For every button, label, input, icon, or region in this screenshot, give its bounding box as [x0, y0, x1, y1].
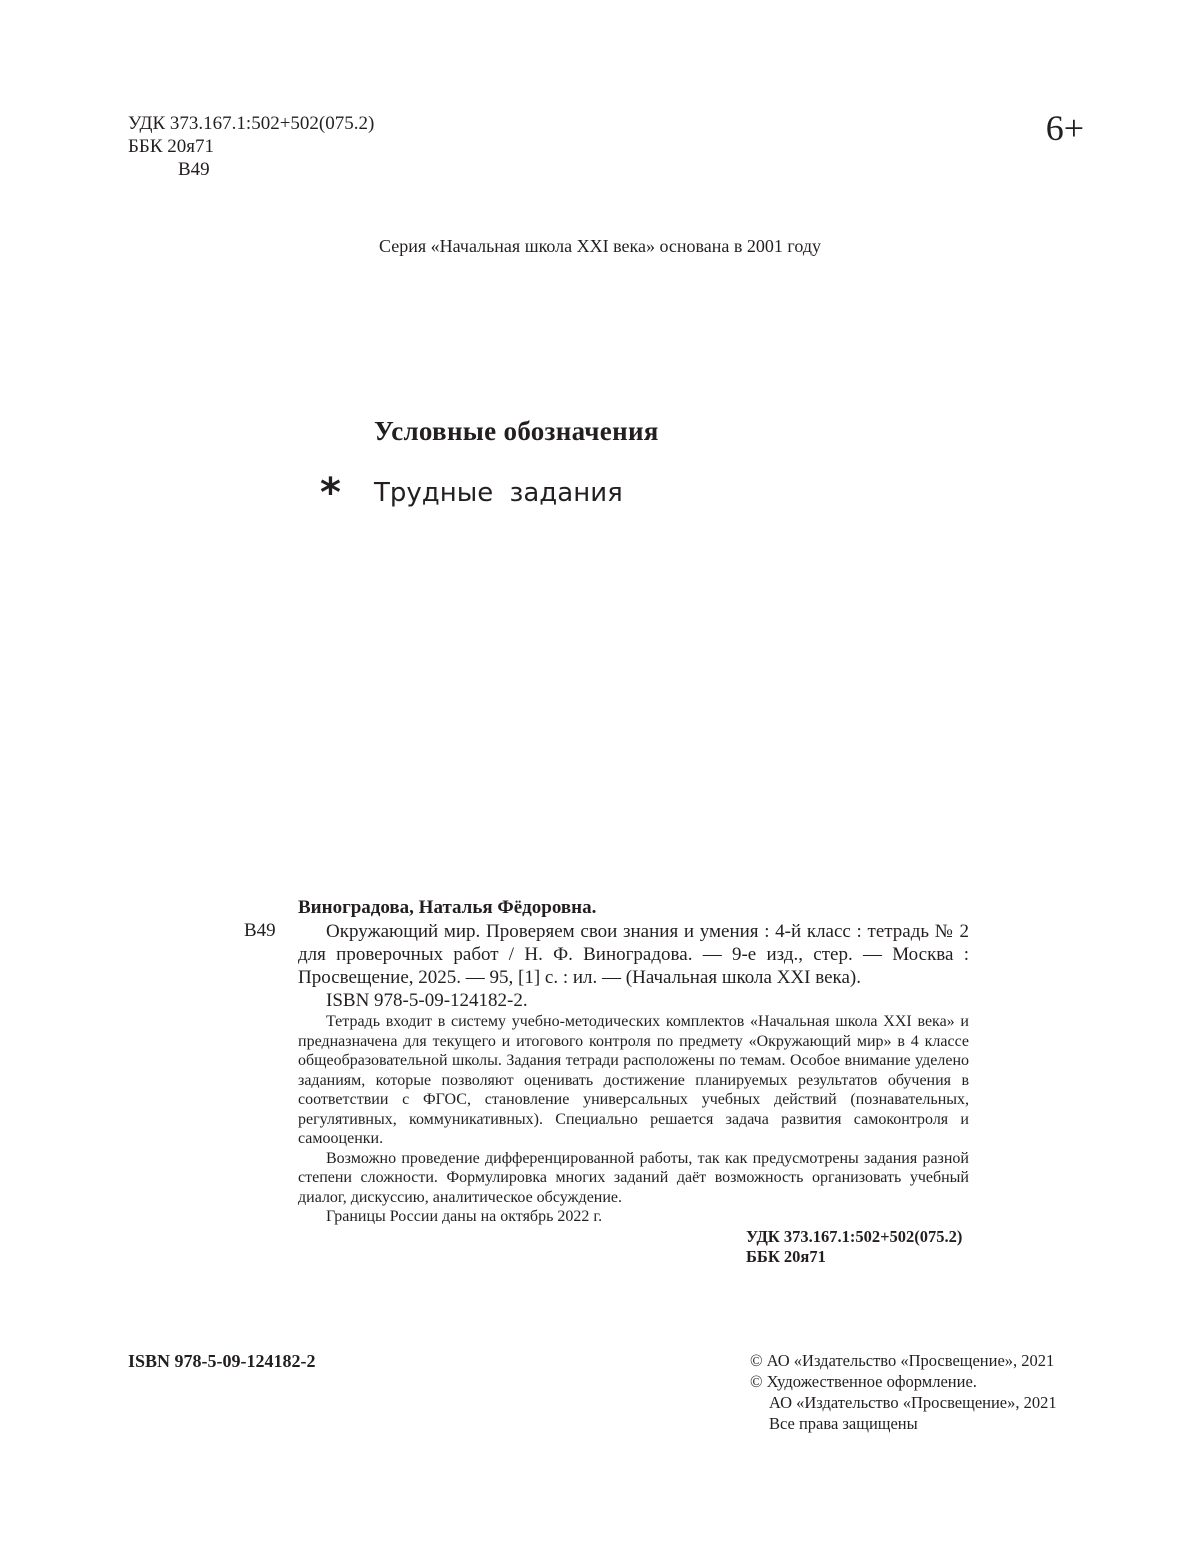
- bibliographic-record: [298, 896, 969, 1267]
- asterisk-icon: *: [320, 470, 341, 516]
- copyright-line: АО «Издательство «Просвещение», 2021: [769, 1393, 1057, 1412]
- author-sign-code: В49: [178, 159, 210, 180]
- annotation-paragraph: Возможно проведение дифференцированной работы, так как предусмотрены задания разной степени сложности. Формулировка многих заданий даёт возможность организовать учебный диалог, дискуссию, аналитическое обсуждение.: [298, 1149, 969, 1206]
- book-description: Окружающий мир. Проверяем свои знания и умения : 4-й класс : тетрадь № 2 для проверочных работ / Н. Ф. Виноградова. — 9-е изд., стер. — Москва : Просвещение, 2025. — 95, [1] с. : ил. — (Начальная школа XXI века).: [298, 921, 969, 988]
- annotation-paragraph: Тетрадь входит в систему учебно-методических комплектов «Начальная школа XXI века» и предназначена для текущего и итогового контроля по предмету «Окружающий мир» в 4 классе общеобразовательной школы. Задания тетради расположены по темам. Особое внимание уделено заданиям, которые позволяют оценивать достижение планируемых результатов обучения в соответствии с ФГОС, становление универсальных учебных действий (познавательных, регулятивных, коммуникативных). Специально решается задача развития самоконтроля и самооценки.: [298, 1013, 969, 1147]
- age-rating: 6+: [1045, 108, 1084, 148]
- udk-code: УДК 373.167.1:502+502(075.2): [128, 113, 375, 134]
- copyright-line: © Художественное оформление.: [750, 1372, 977, 1391]
- rights-reserved: Все права защищены: [769, 1414, 918, 1433]
- bbk-code: ББК 20я71: [128, 136, 214, 157]
- classification-codes-header: [128, 112, 374, 181]
- copyright-line: © АО «Издательство «Просвещение», 2021: [750, 1351, 1055, 1370]
- copyright-block: [750, 1350, 1057, 1434]
- record-classification: [746, 1227, 969, 1267]
- bibliographic-index: В49: [244, 920, 276, 941]
- record-udk: УДК 373.167.1:502+502(075.2): [746, 1226, 963, 1246]
- record-bbk: ББК 20я71: [746, 1246, 826, 1266]
- isbn-footer: ISBN 978-5-09-124182-2: [128, 1351, 316, 1371]
- author-name: Виноградова, Наталья Фёдоровна.: [298, 897, 597, 918]
- series-note: Серия «Начальная школа XXI века» основана в 2001 году: [379, 236, 821, 256]
- borders-note: Границы России даны на октябрь 2022 г.: [326, 1208, 603, 1225]
- legend-title: Условные обозначения: [374, 416, 659, 446]
- legend-text: Трудные задания: [374, 478, 623, 508]
- isbn-entry: ISBN 978-5-09-124182-2.: [326, 990, 528, 1011]
